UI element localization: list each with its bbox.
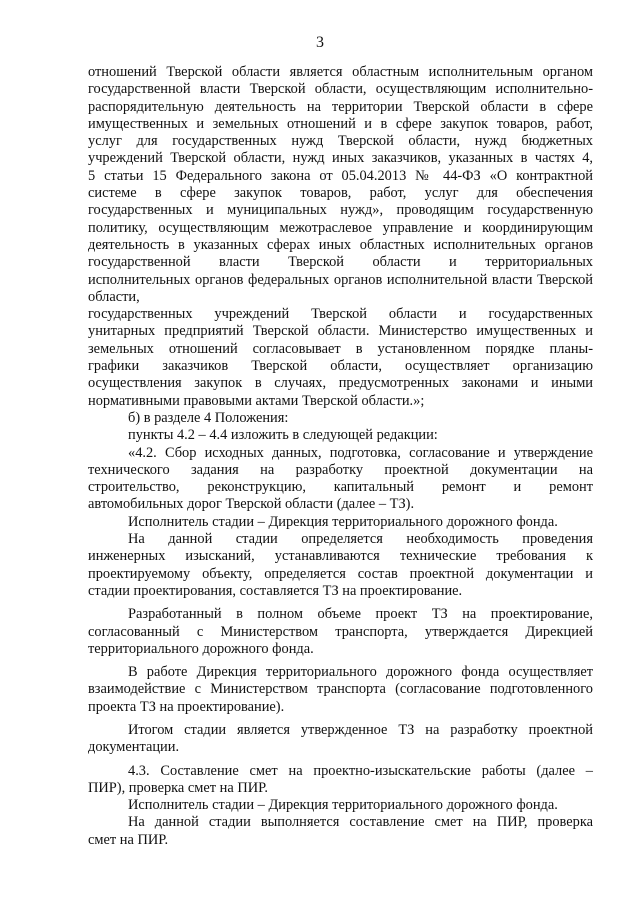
paragraph [88, 410, 593, 427]
text-line: документации. [88, 739, 180, 756]
text-line: нормативными правовыми актами Тверской области.»; [88, 392, 425, 409]
text-line: государственной власти Тверской области и территориальных [88, 254, 593, 271]
text-line: 4.3. Составление смет на проектно-изыскательские работы (далее – [128, 762, 593, 779]
text-line: деятельность в указанных сферах иных областных исполнительных органов [88, 236, 593, 253]
text-line: учреждений Тверской области, нужд иных заказчиков, указанных в частях 4, [88, 150, 593, 167]
paragraph [88, 606, 593, 658]
text-line: 5 статьи 15 Федерального закона от 05.04.2013 № 44-ФЗ «О контрактной [88, 167, 593, 184]
text-line: технического задания на разработку проектной документации на [88, 461, 593, 478]
text-line: имущественных и земельных отношений и в сфере закупок товаров, работ, [88, 115, 593, 132]
paragraph [88, 722, 593, 757]
text-line: «4.2. Сбор исходных данных, подготовка, согласование и утверждение [128, 444, 593, 461]
paragraph [88, 814, 593, 849]
text-line: проекта ТЗ на проектирование). [88, 698, 285, 715]
text-line: На данной стадии выполняется составление смет на ПИР, проверка [128, 814, 593, 831]
text-line: Исполнитель стадии – Дирекция территориального дорожного фонда. [128, 797, 558, 814]
text-line: графики заказчиков Тверской области, осуществляет организацию [88, 358, 593, 375]
text-line: строительство, реконструкцию, капитальный ремонт и ремонт [88, 479, 593, 496]
text-line: автомобильных дорог Тверской области (далее – ТЗ). [88, 496, 415, 513]
text-line: унитарных предприятий Тверской области. Министерство имущественных и [88, 323, 593, 340]
text-line: услуг для государственных нужд Тверской области, нужд бюджетных [88, 133, 593, 150]
paragraph [88, 664, 593, 716]
text-line: государственной власти Тверской области, осуществляющим исполнительно- [88, 81, 593, 98]
text-line: политику, осуществляющим межотраслевое управление и координирующим [88, 219, 593, 236]
text-line: отношений Тверской области является областным исполнительным органом [88, 64, 593, 80]
document-body [88, 64, 593, 849]
text-line: Итогом стадии является утвержденное ТЗ на разработку проектной [128, 721, 593, 738]
paragraph [88, 427, 593, 444]
text-line: пункты 4.2 – 4.4 изложить в следующей редакции: [128, 427, 438, 444]
page-number: 3 [316, 34, 324, 51]
text-line: ПИР), проверка смет на ПИР. [88, 779, 268, 796]
text-line: осуществления закупок в случаях, предусмотренных законами и иными [88, 375, 593, 392]
text-line: государственных и муниципальных нужд», проводящим государственную [88, 202, 593, 219]
text-line: б) в разделе 4 Положения: [128, 409, 289, 426]
paragraph [88, 531, 593, 600]
text-line: исполнительных органов федеральных органов исполнительной власти Тверской области, [88, 271, 593, 305]
paragraph [88, 763, 593, 798]
text-line: Исполнитель стадии – Дирекция территориального дорожного фонда. [128, 513, 558, 530]
paragraph [88, 797, 593, 814]
text-line: проектируемому объекту, определяется состав проектной документации и [88, 565, 593, 582]
text-line: В работе Дирекция территориального дорожного фонда осуществляет [128, 664, 593, 681]
text-line: смет на ПИР. [88, 831, 169, 848]
paragraph [88, 64, 593, 410]
paragraph [88, 514, 593, 531]
text-line: земельных отношений согласовывает в установленном порядке планы- [88, 340, 593, 357]
text-line: взаимодействие с Министерством транспорта (согласование подготовленного [88, 681, 593, 698]
text-line: стадии проектирования, составляется ТЗ на проектирование. [88, 582, 463, 599]
text-line: На данной стадии определяется необходимость проведения [128, 531, 593, 548]
text-line: инженерных изысканий, устанавливаются технические требования к [88, 548, 593, 565]
text-line: Разработанный в полном объеме проект ТЗ на проектирование, [128, 606, 593, 623]
text-line: государственных учреждений Тверской области и государственных [88, 306, 593, 323]
text-line: системе в сфере закупок товаров, работ, услуг для обеспечения [88, 185, 593, 202]
text-line: территориального дорожного фонда. [88, 640, 314, 657]
text-line: согласованный с Министерством транспорта, утверждается Дирекцией [88, 623, 593, 640]
text-line: распорядительную деятельность на территории Тверской области в сфере [88, 98, 593, 115]
paragraph [88, 445, 593, 514]
